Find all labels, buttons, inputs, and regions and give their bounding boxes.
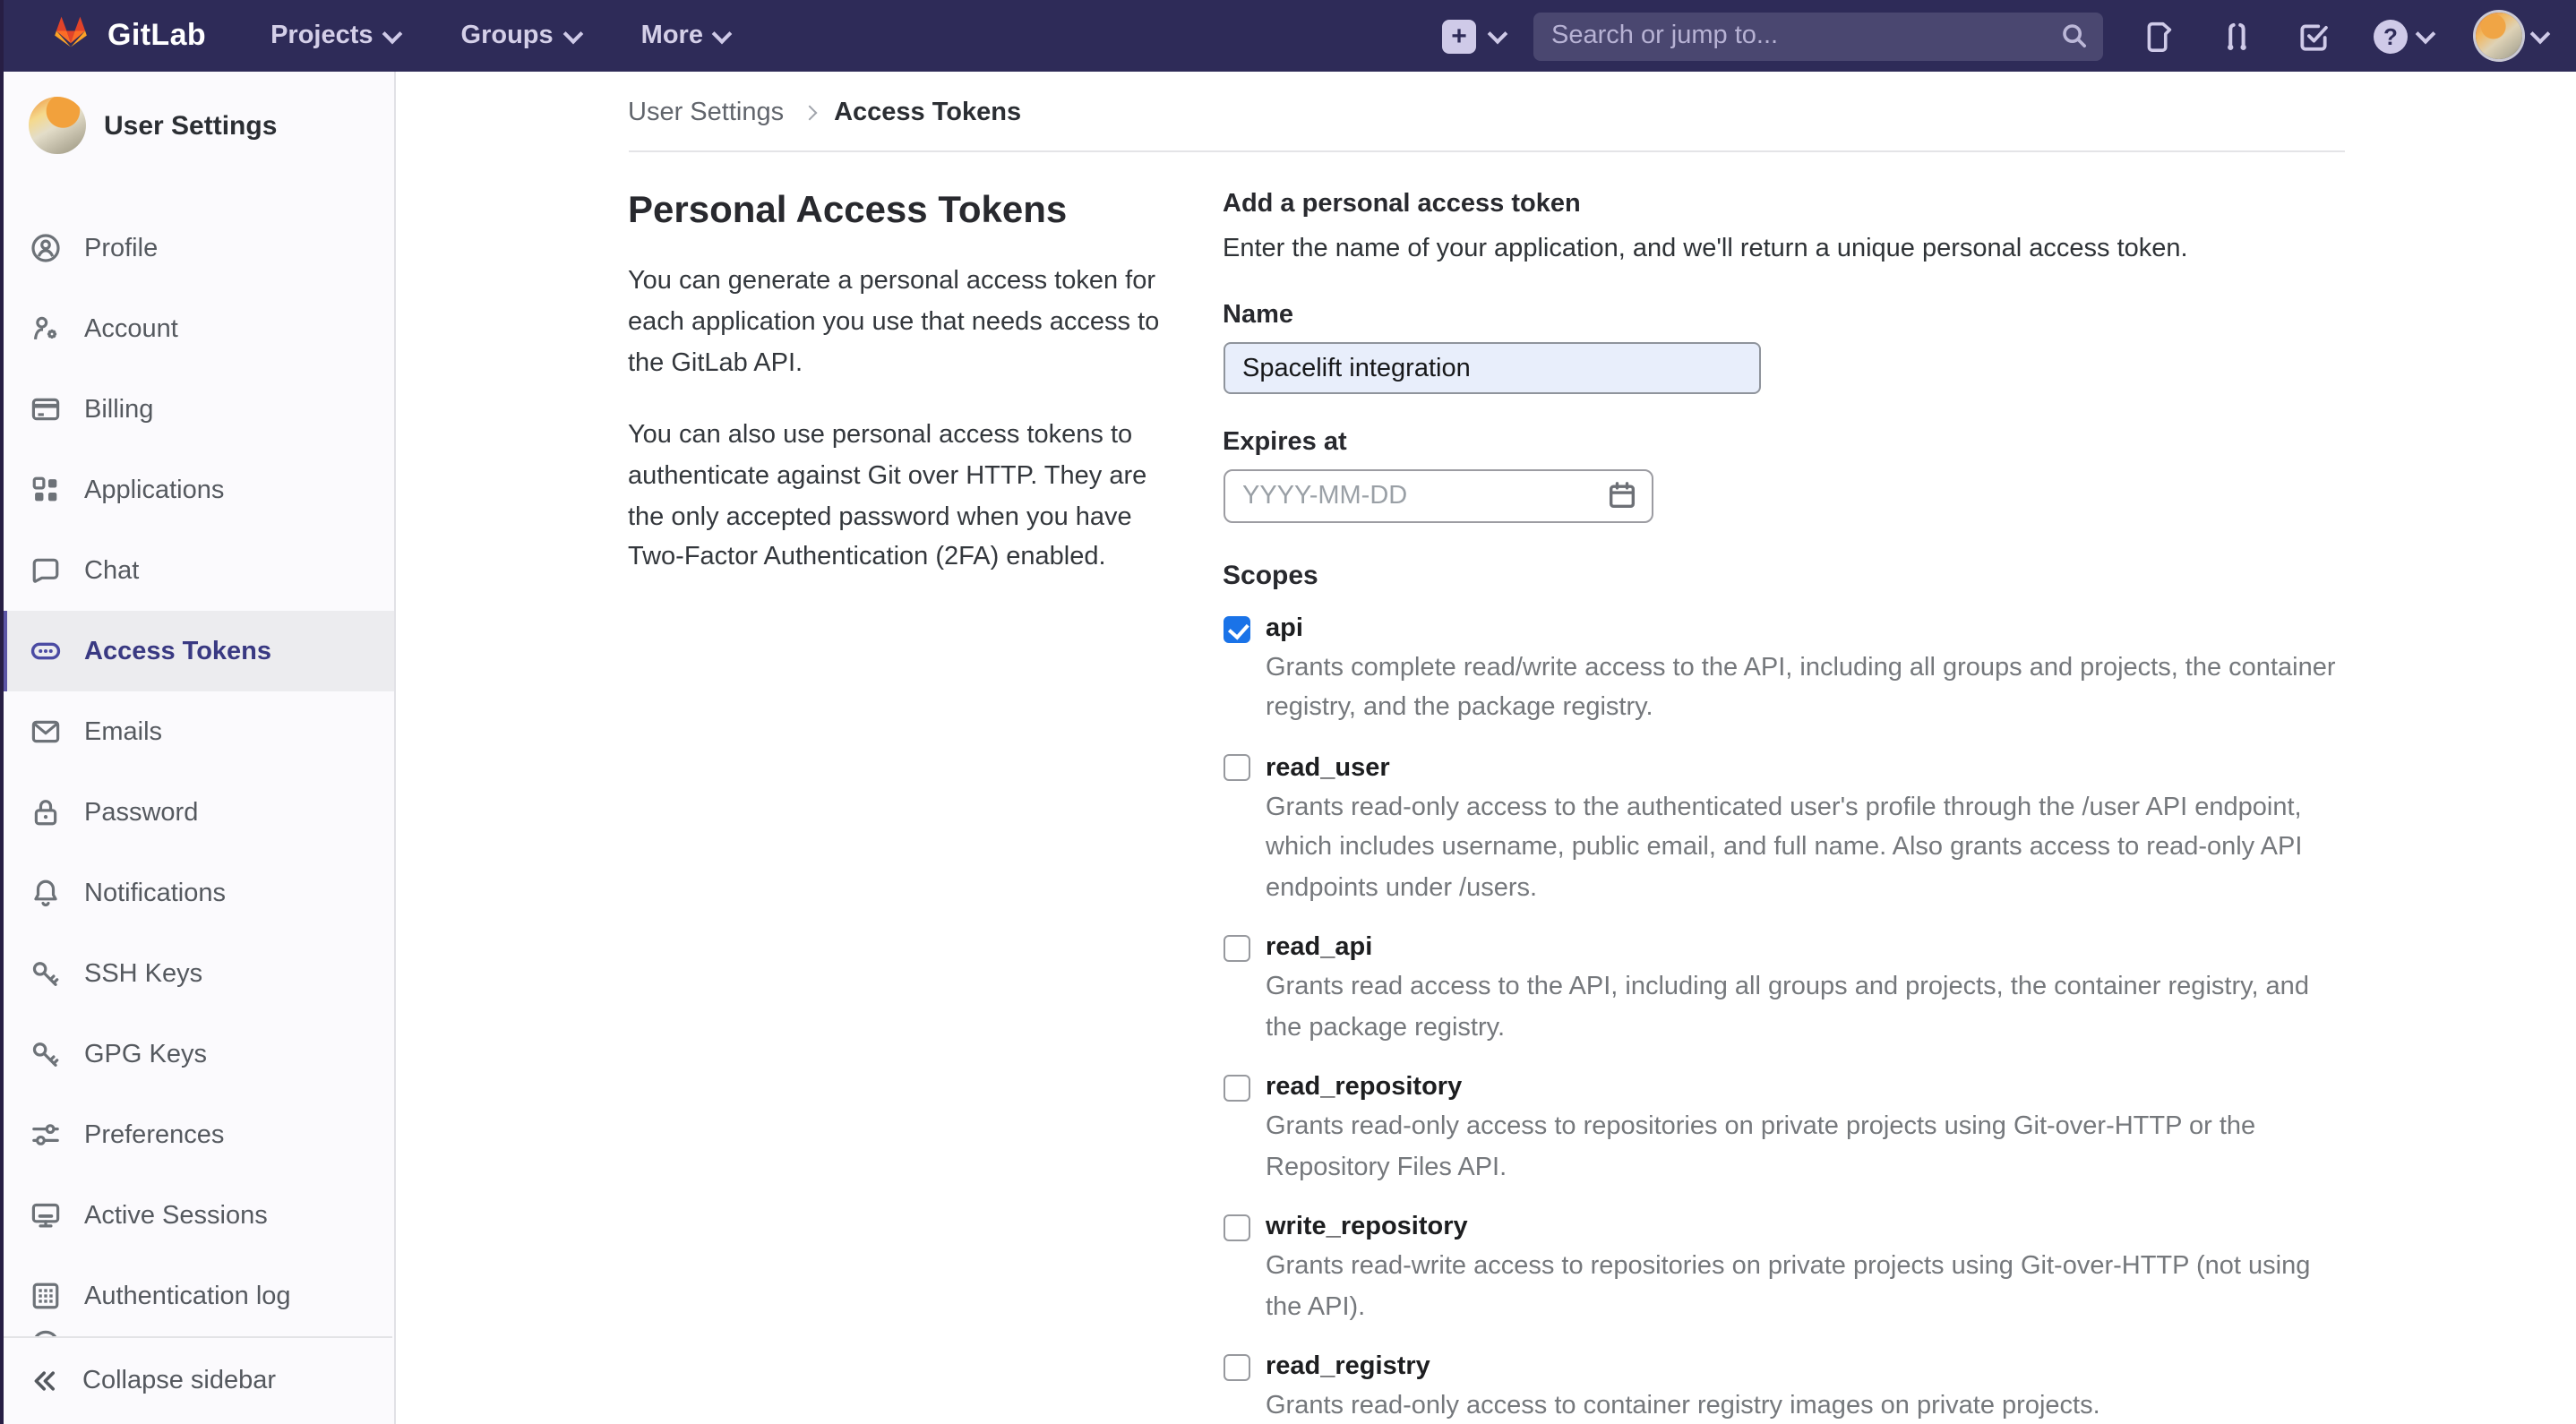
sidebar-title: User Settings: [104, 110, 278, 141]
breadcrumb: [628, 72, 2344, 152]
scope-description: Grants complete read/write access to the API, including all groups and projects, the container registry, and the package registry.: [1266, 654, 2336, 723]
scope-read-user: [1223, 754, 2344, 909]
sidebar-item-label: Access Tokens: [84, 637, 272, 665]
form-subheading: Enter the name of your application, and we'll return a unique personal access token.: [1223, 235, 2188, 263]
sidebar-item-ssh-keys[interactable]: [0, 933, 394, 1014]
todo-check-icon: [2297, 19, 2331, 53]
navbar-icon-group: [2142, 13, 2547, 59]
scope-write-repository: [1223, 1213, 2344, 1327]
avatar: [2476, 13, 2522, 59]
sidebar-item-chat[interactable]: [0, 530, 394, 611]
chevron-down-icon: [1488, 23, 1508, 44]
tanuki-icon: [50, 12, 91, 60]
nav-menu-projects[interactable]: Projects: [270, 21, 399, 50]
sidebar-item-preferences[interactable]: [0, 1094, 394, 1175]
search-icon: [2060, 21, 2089, 58]
brand-name: GitLab: [107, 18, 207, 52]
collapse-sidebar-label: Collapse sidebar: [82, 1367, 277, 1395]
user-circle-icon: [30, 233, 61, 263]
scope-description: Grants read access to the API, including all groups and projects, the container registry, and the package registry.: [1266, 973, 2309, 1042]
navbar-right: [1442, 12, 2547, 60]
scope-name: read_user: [1266, 753, 1390, 783]
nav-menu-more[interactable]: More: [641, 21, 730, 50]
question-mark-icon: ?: [2374, 19, 2408, 53]
token-pill-icon: [30, 636, 61, 666]
scope-read-user-checkbox[interactable]: [1223, 755, 1249, 782]
speech-bubble-icon: [30, 555, 61, 586]
description-paragraph: You can also use personal access tokens to authenticate against Git over HTTP. They are the only accepted password when you have Two-Factor Authentication (2FA) enabled.: [628, 420, 1147, 572]
sidebar-item-label: Preferences: [84, 1120, 225, 1149]
breadcrumb-user-settings[interactable]: User Settings: [628, 99, 785, 127]
section-description: [628, 183, 1165, 1424]
nav-menus: [270, 21, 730, 50]
sidebar-item-account[interactable]: [0, 288, 394, 369]
scopes-label: Scopes: [1223, 561, 1318, 591]
user-gear-icon: [30, 313, 61, 344]
merge-request-icon: [2220, 19, 2254, 53]
description-paragraph: You can generate a personal access token for each application you use that needs access to the GitLab API.: [628, 267, 1160, 378]
settings-sidebar: [0, 72, 396, 1424]
plus-icon: +: [1442, 19, 1476, 53]
expires-label: Expires at: [1223, 428, 1347, 457]
scope-description: Grants read-only access to container registry images on private projects.: [1266, 1392, 2100, 1421]
calendar-icon[interactable]: [1606, 480, 1636, 519]
scope-name: write_repository: [1266, 1213, 1468, 1242]
top-navbar: [0, 0, 2576, 72]
sidebar-item-label: Active Sessions: [84, 1201, 268, 1230]
scope-read-registry-checkbox[interactable]: [1223, 1353, 1249, 1380]
scope-read-registry: [1223, 1352, 2344, 1424]
scope-api: [1223, 614, 2344, 729]
envelope-icon: [30, 716, 61, 747]
monitor-icon: [30, 1200, 61, 1231]
issues-button[interactable]: [2142, 19, 2177, 53]
scope-description: Grants read-only access to the authenticated user's profile through the /user API endpoint, which includes username, public email, and full name. Also grants access to read-only API endpoints under /users.: [1266, 793, 2303, 903]
search-input[interactable]: [1533, 21, 2103, 50]
chevron-down-icon: [2530, 23, 2551, 44]
todos-button[interactable]: [2297, 19, 2331, 53]
sidebar-item-label: Account: [84, 314, 178, 343]
sidebar-menu: [0, 208, 394, 1336]
bell-icon: [30, 878, 61, 908]
sidebar-item-label: Notifications: [84, 879, 226, 907]
chevron-right-icon: [802, 106, 817, 121]
breadcrumb-access-tokens: Access Tokens: [834, 99, 1022, 127]
grid-squares-icon: [30, 475, 61, 505]
chevron-down-icon: [2416, 23, 2436, 44]
padlock-icon: [30, 797, 61, 828]
scope-description: Grants read-only access to repositories on private projects using Git-over-HTTP or the Repository Files API.: [1266, 1112, 2256, 1182]
sidebar-item-gpg-keys[interactable]: [0, 1014, 394, 1094]
scope-name: api: [1266, 614, 1303, 643]
gitlab-logo[interactable]: [50, 12, 206, 60]
scope-read-api: [1223, 934, 2344, 1049]
sidebar-item-label: Authentication log: [84, 1282, 291, 1310]
chevron-down-icon: [713, 23, 734, 44]
token-form: [1223, 183, 2344, 1424]
merge-requests-button[interactable]: [2220, 19, 2254, 53]
scope-read-repository-checkbox[interactable]: [1223, 1075, 1249, 1102]
sidebar-item-label: Password: [84, 798, 199, 827]
scope-name: read_repository: [1266, 1073, 1463, 1102]
sidebar-item-label: Chat: [84, 556, 140, 585]
collapse-sidebar-button[interactable]: [0, 1336, 392, 1424]
scope-write-repository-checkbox[interactable]: [1223, 1214, 1249, 1240]
sidebar-item-label: Profile: [84, 234, 159, 262]
key-icon: [30, 1039, 61, 1069]
name-label: Name: [1223, 301, 1293, 330]
avatar: [29, 97, 86, 154]
page-title: Personal Access Tokens: [628, 190, 1068, 231]
sidebar-item-label: Billing: [84, 395, 154, 424]
sidebar-item-label: GPG Keys: [84, 1040, 207, 1068]
global-search[interactable]: [1533, 12, 2103, 60]
sidebar-item-profile[interactable]: [0, 208, 394, 288]
sidebar-item-notifications[interactable]: [0, 853, 394, 933]
credit-card-icon: [30, 394, 61, 425]
sidebar-item-access-tokens[interactable]: [0, 611, 394, 691]
chevron-down-icon: [382, 23, 403, 44]
window-edge: [0, 0, 4, 1424]
expires-at-input[interactable]: [1223, 469, 1653, 523]
double-chevron-left-icon: [30, 1367, 59, 1395]
sidebar-item-label: Emails: [84, 717, 163, 746]
sidebar-item-label: Applications: [84, 476, 225, 504]
scope-name: read_registry: [1266, 1352, 1430, 1382]
scope-name: read_api: [1266, 933, 1373, 963]
sidebar-item-active-sessions[interactable]: [0, 1175, 394, 1256]
scope-description: Grants read-write access to repositories on private projects using Git-over-HTTP (not using the API).: [1266, 1252, 2311, 1322]
user-menu-button[interactable]: [2476, 13, 2547, 59]
key-icon: [30, 958, 61, 989]
chevron-down-icon: [562, 23, 583, 44]
help-menu-button[interactable]: [2374, 19, 2433, 53]
form-heading: Add a personal access token: [1223, 190, 1581, 219]
sidebar-item-emails[interactable]: [0, 691, 394, 772]
scope-read-repository: [1223, 1074, 2344, 1188]
nav-menu-groups[interactable]: Groups: [461, 21, 580, 50]
main-content: [396, 72, 2576, 1424]
scope-read-api-checkbox[interactable]: [1223, 935, 1249, 962]
new-dropdown-button[interactable]: [1442, 19, 1505, 53]
sidebar-header: [0, 72, 394, 176]
sidebar-item-billing[interactable]: [0, 369, 394, 450]
sidebar-item-password[interactable]: [0, 772, 394, 853]
scope-api-checkbox[interactable]: [1223, 615, 1249, 642]
token-name-input[interactable]: [1223, 342, 1760, 394]
sidebar-item-applications[interactable]: [0, 450, 394, 530]
sliders-icon: [30, 1119, 61, 1150]
sidebar-item-label: SSH Keys: [84, 959, 203, 988]
issues-icon: [2142, 19, 2177, 53]
